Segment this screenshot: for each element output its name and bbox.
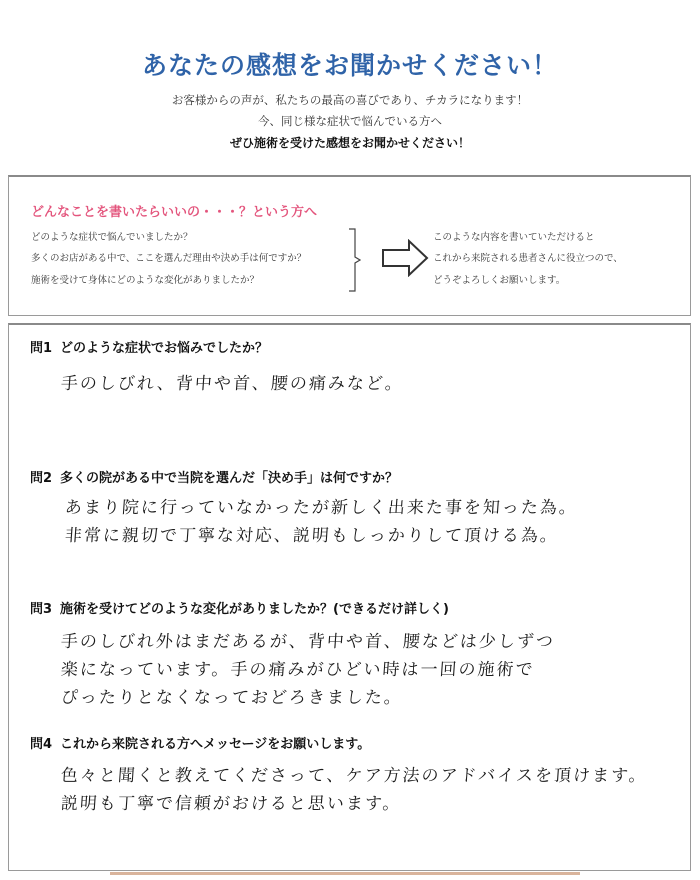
question-number: 問4	[30, 737, 53, 752]
guide-result-3: どうぞよろしくお願いします。	[433, 275, 566, 286]
guide-heading: どんなことを書いたらいいの・・・？という方へ	[31, 205, 318, 220]
question-1	[30, 337, 268, 356]
question-number: 問3	[30, 602, 53, 617]
brace-icon	[347, 227, 361, 293]
right-arrow-icon	[381, 239, 429, 277]
question-3	[30, 598, 449, 617]
intro-line-1: お客様からの声が、私たちの最高の喜びであり、チカラになります！	[171, 93, 529, 107]
question-4	[30, 733, 370, 752]
answer-2-line-1: あまり院に行っていなかったが新しく出来た事を知った為。	[64, 498, 579, 518]
answer-4-line-2: 説明も丁寧で信頼がおけると思います。	[60, 794, 403, 814]
answer-3-line-1: 手のしびれ外はまだあるが、背中や首、腰などは少しずつ	[60, 632, 556, 652]
question-text: どのような症状でお悩みでしたか？	[60, 341, 269, 356]
question-2	[30, 467, 398, 486]
answer-3-line-3: ぴったりとなくなっておどろきました。	[60, 688, 404, 708]
guide-result-1: このような内容を書いていただけると	[433, 232, 595, 243]
answer-3-line-2: 楽になっています。手の痛みがひどい時は一回の施術で	[60, 660, 536, 680]
writing-guide-box	[8, 175, 691, 316]
question-text: 多くの院がある中で当院を選んだ「決め手」は何ですか？	[60, 471, 399, 486]
guide-question-2: 多くのお店がある中で、ここを選んだ理由や決め手は何ですか？	[31, 253, 307, 264]
intro-line-2: 今、同じ様な症状で悩んでいる方へ	[258, 114, 442, 128]
question-text: これから来院される方へメッセージをお願いします。	[60, 737, 371, 752]
page-title: あなたの感想をお聞かせください！	[141, 51, 558, 80]
question-text: 施術を受けてどのような変化がありましたか？(できるだけ詳しく)	[60, 602, 449, 617]
guide-question-1: どのような症状で悩んでいましたか？	[31, 232, 193, 243]
question-number: 問1	[30, 341, 53, 356]
answer-2-line-2: 非常に親切で丁寧な対応、説明もしっかりして頂ける為。	[64, 526, 560, 546]
questionnaire-box	[8, 323, 691, 871]
guide-result-2: これから来院される患者さんに役立つので、	[433, 253, 623, 264]
footer-bar	[110, 872, 580, 875]
answer-1-line-1: 手のしびれ、背中や首、腰の痛みなど。	[60, 374, 405, 394]
answer-4-line-1: 色々と聞くと教えてくださって、ケア方法のアドバイスを頂けます。	[60, 766, 649, 786]
guide-question-3: 施術を受けて身体にどのような変化がありましたか？	[31, 275, 260, 286]
intro-line-3: ぜひ施術を受けた感想をお聞かせください！	[229, 136, 470, 150]
question-number: 問2	[30, 471, 53, 486]
